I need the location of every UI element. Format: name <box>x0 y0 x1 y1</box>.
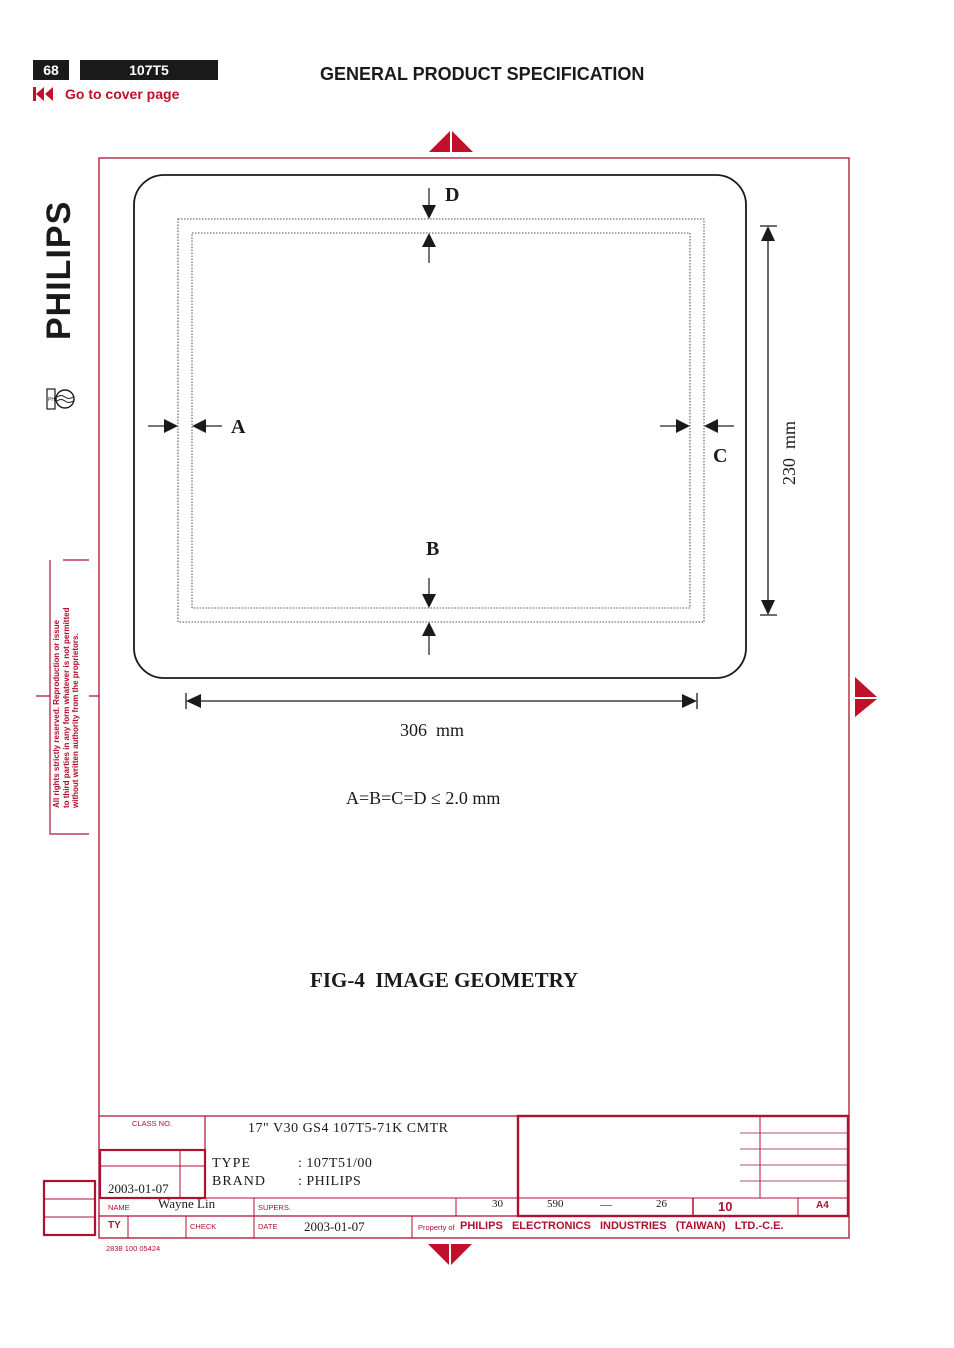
date-top: 2003-01-07 <box>108 1181 169 1196</box>
brand-value: : PHILIPS <box>298 1174 362 1189</box>
width-dimension-label: 306 mm <box>400 720 465 740</box>
code-26: 26 <box>656 1198 667 1210</box>
paper-size: A4 <box>816 1200 829 1211</box>
product-description: 17" V30 GS4 107T5-71K CMTR <box>248 1121 449 1136</box>
name-label: NAME <box>108 1203 130 1212</box>
label-d: D <box>445 184 460 206</box>
dimension-d-arrows <box>422 188 436 263</box>
page-down-arrow[interactable] <box>428 1244 472 1265</box>
dimension-b-arrows <box>422 578 436 655</box>
figure-title: FIG-4 IMAGE GEOMETRY <box>310 968 579 992</box>
page-number: 68 <box>33 60 69 80</box>
margin-marker <box>36 560 99 834</box>
brand-label: BRAND <box>212 1174 267 1189</box>
company-name: PHILIPS ELECTRONICS INDUSTRIES (TAIWAN) LTD.-C.E. <box>460 1220 784 1232</box>
code-dash: — <box>600 1197 612 1211</box>
type-value: : 107T51/00 <box>298 1156 373 1171</box>
height-dimension-line <box>760 226 777 615</box>
philips-logo-text: PHILIPS <box>40 200 78 340</box>
document-code: 2838 100 05424 <box>106 1244 161 1253</box>
legal-line: All rights strictly reserved. Reproduction or issue <box>52 619 61 808</box>
date-value: 2003-01-07 <box>304 1219 365 1234</box>
label-b: B <box>426 538 440 560</box>
label-a: A <box>231 416 246 438</box>
code-30: 30 <box>492 1198 503 1210</box>
date-label: DATE <box>258 1222 278 1231</box>
tolerance-equation: A=B=C=D ≤ 2.0 mm <box>346 788 501 808</box>
code-590: 590 <box>547 1198 564 1210</box>
legal-line: without written authority from the proprietors. <box>71 633 80 808</box>
svg-text:PH: PH <box>48 397 55 403</box>
type-label: TYPE <box>212 1156 251 1171</box>
supers-label: SUPERS. <box>258 1203 291 1212</box>
page-up-arrow[interactable] <box>429 131 473 152</box>
screen-bezel <box>134 175 746 678</box>
sheet-number: 10 <box>718 1199 733 1214</box>
drawing-frame <box>99 158 849 1238</box>
width-dimension-line <box>186 693 697 709</box>
cover-link-label: Go to cover page <box>65 86 180 102</box>
class-no-label: CLASS NO. <box>132 1119 173 1128</box>
image-outer-boundary <box>178 219 704 622</box>
next-page-arrow[interactable] <box>855 677 877 717</box>
image-inner-boundary <box>192 233 690 608</box>
name-value: Wayne Lin <box>158 1196 216 1211</box>
legal-line: to third parties in any form whatever is not permitted <box>61 607 71 808</box>
dimension-c-arrows <box>660 419 734 433</box>
dimension-a-arrows <box>148 419 222 433</box>
height-dimension-label: 230 mm <box>779 420 799 485</box>
page-title: GENERAL PRODUCT SPECIFICATION <box>320 64 645 84</box>
model-label: 107T5 <box>80 60 218 80</box>
label-c: C <box>713 445 728 467</box>
check-label: CHECK <box>190 1222 217 1231</box>
property-of-label: Property of <box>418 1223 455 1232</box>
ty-label: TY <box>108 1220 121 1231</box>
